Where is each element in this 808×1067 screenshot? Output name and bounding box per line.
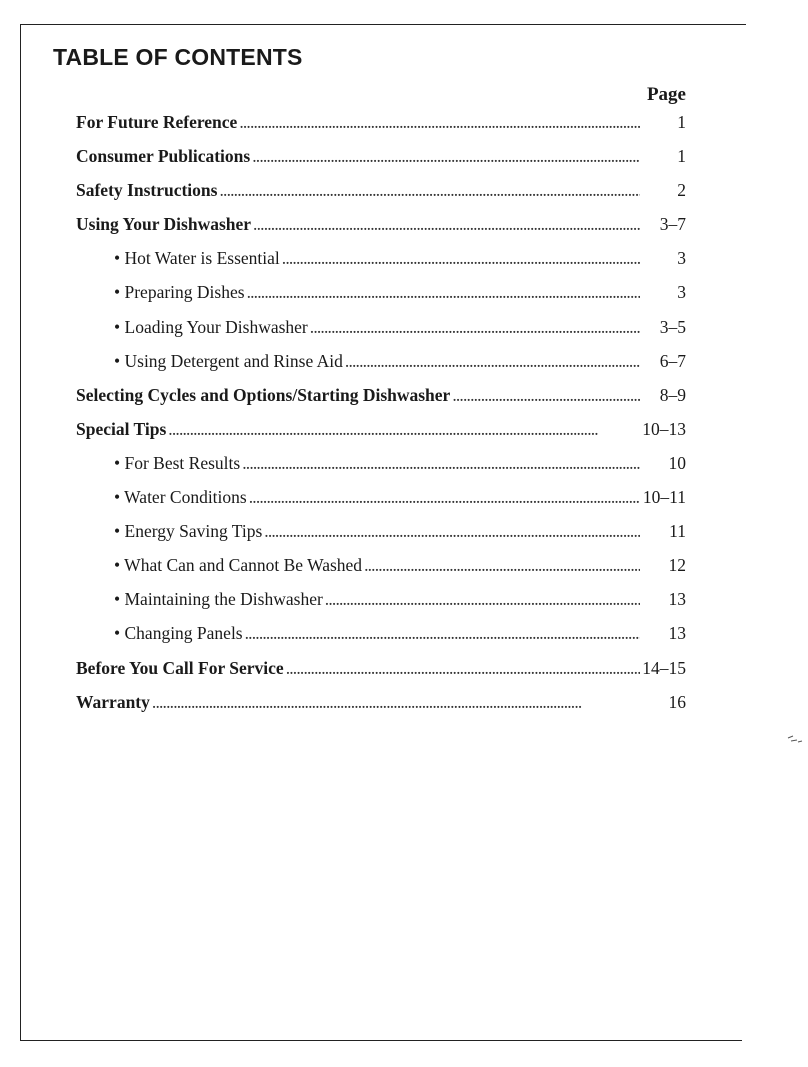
toc-entry-label: • Changing Panels: [114, 623, 243, 644]
toc-entry-page: 8–9: [659, 384, 686, 405]
toc-entry-label: • Water Conditions: [114, 487, 247, 508]
toc-entry[interactable]: [76, 317, 686, 351]
dot-leader: [310, 317, 640, 338]
dot-leader: [325, 589, 640, 610]
toc-entry-label: Safety Instructions: [76, 180, 218, 201]
toc-entry-page: 13: [668, 623, 686, 644]
toc-entry[interactable]: [76, 521, 686, 555]
toc-entry[interactable]: [76, 214, 686, 248]
toc-entry-label: • Energy Saving Tips: [114, 521, 263, 542]
toc-entry-page: 11: [669, 521, 686, 542]
toc-entry-page: 1: [677, 112, 686, 132]
dot-leader: [452, 385, 640, 406]
toc-entry-page: 3–5: [659, 316, 686, 337]
toc-entry[interactable]: [76, 112, 686, 146]
toc-entry-label: Special Tips: [76, 418, 167, 439]
dot-leader: [219, 180, 640, 201]
toc-entry[interactable]: [76, 555, 686, 589]
toc-entry-label: For Future Reference: [76, 112, 238, 132]
dot-leader: [242, 453, 640, 474]
dot-leader: [264, 521, 640, 542]
toc-entry-label: Warranty: [76, 691, 150, 712]
toc-entry-label: • Hot Water is Essential: [114, 248, 280, 269]
page-column-header: Page: [646, 84, 686, 105]
toc-entry[interactable]: [76, 692, 686, 726]
toc-entry[interactable]: [76, 248, 686, 282]
toc-entry-label: • Using Detergent and Rinse Aid: [114, 350, 343, 371]
page-border-top: [20, 24, 746, 25]
toc-entry-page: 16: [668, 691, 686, 712]
page-border-bottom: [20, 1040, 742, 1041]
toc-entry-page: 3: [677, 248, 686, 269]
toc-entry[interactable]: [76, 282, 686, 316]
toc-entry[interactable]: [76, 351, 686, 385]
toc-entry-label: • Loading Your Dishwasher: [114, 316, 308, 337]
toc-entry[interactable]: [76, 623, 686, 657]
toc-entry-page: 13: [668, 589, 686, 610]
dot-leader: [364, 555, 640, 576]
dot-leader: [345, 351, 640, 372]
toc-entry-label: • For Best Results: [114, 452, 241, 473]
toc-entry[interactable]: [76, 453, 686, 487]
toc-entry[interactable]: [76, 180, 686, 214]
toc-entry-page: 1: [677, 146, 686, 167]
dot-leader: [282, 248, 640, 269]
toc-entry-page: 10: [668, 452, 686, 473]
page-title: TABLE OF CONTENTS: [53, 44, 303, 70]
toc-entry[interactable]: [76, 385, 686, 419]
toc-entry[interactable]: [76, 146, 686, 180]
toc-list: [76, 112, 686, 726]
toc-entry-page: 10–13: [642, 418, 686, 439]
toc-entry-page: 12: [668, 555, 686, 576]
toc-entry-page: 6–7: [659, 350, 686, 371]
dot-leader: [286, 658, 640, 679]
page-border-left: [20, 24, 21, 1040]
toc-entry-label: • Maintaining the Dishwasher: [114, 589, 323, 610]
dot-leader: [168, 419, 640, 440]
toc-entry-label: Selecting Cycles and Options/Starting Dishwasher: [76, 384, 451, 405]
dot-leader: [252, 146, 640, 167]
toc-entry-page: 2: [677, 180, 686, 201]
toc-entry-page: 10–11: [642, 487, 686, 508]
toc-entry-page: 3–7: [659, 214, 686, 235]
toc-entry-page: 14–15: [642, 657, 686, 678]
toc-entry[interactable]: [76, 658, 686, 692]
toc-entry-label: Before You Call For Service: [76, 657, 284, 678]
toc-entry-page: 3: [677, 282, 686, 303]
toc-entry-label: Using Your Dishwasher: [76, 214, 252, 235]
dot-leader: [245, 623, 640, 644]
scan-speck-mark: [786, 732, 804, 746]
dot-leader: [253, 214, 640, 235]
dot-leader: [249, 487, 640, 508]
toc-entry-label: Consumer Publications: [76, 146, 251, 167]
toc-entry-label: • What Can and Cannot Be Washed: [114, 555, 363, 576]
dot-leader: [152, 692, 640, 713]
dot-leader: [247, 282, 640, 303]
toc-entry[interactable]: [76, 419, 686, 453]
dot-leader: [239, 112, 640, 133]
toc-entry-label: • Preparing Dishes: [114, 282, 245, 303]
toc-entry[interactable]: [76, 487, 686, 521]
toc-entry[interactable]: [76, 589, 686, 623]
